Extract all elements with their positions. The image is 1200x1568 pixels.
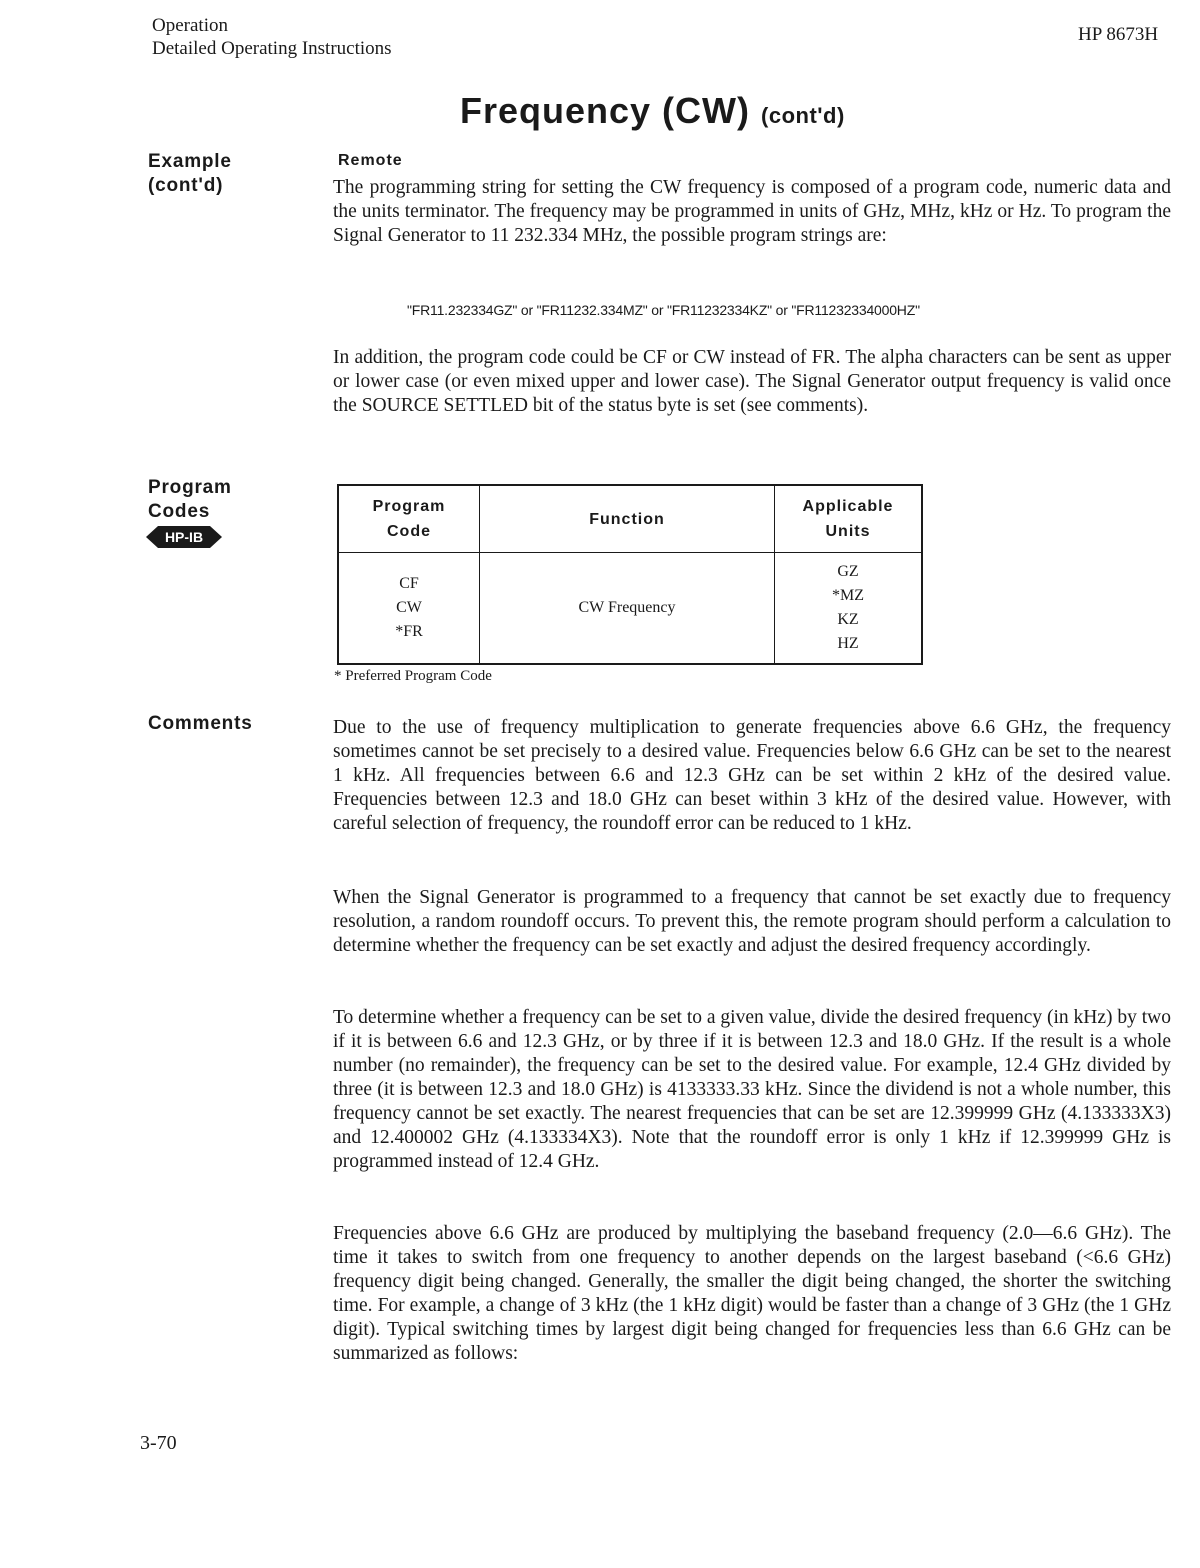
- unit-hz: HZ: [837, 635, 859, 652]
- code-cf: CF: [399, 575, 419, 592]
- comments-p2-text: When the Signal Generator is programmed to a frequency that cannot be set exactly due to frequency resolution, a random roundoff occurs. To prevent this, the remote program should perform a calculation to determine whether the frequency can be set exactly and adjust the desired frequency accordingly.: [333, 887, 1171, 956]
- program-codes-label-line1: Program: [148, 477, 232, 498]
- comments-label: Comments: [148, 713, 253, 734]
- example-addition: [333, 346, 1171, 418]
- program-codes-table: [337, 484, 923, 665]
- header-model: HP 8673H: [1078, 24, 1159, 45]
- header-subsection: Detailed Operating Instructions: [152, 38, 392, 59]
- hp-ib-badge: [146, 525, 222, 554]
- example-intro-text: The programming string for setting the CW frequency is composed of a program code, numeric data and the units terminator. The frequency may be programmed in units of GHz, MHz, kHz or Hz. To program the Signal Generator to 11 232.334 MHz, the possible program strings are:: [333, 177, 1171, 246]
- page-title-main: Frequency (CW): [460, 90, 751, 131]
- hp-ib-badge-text: HP-IB: [164, 529, 204, 545]
- header-applicable-units: [775, 485, 923, 553]
- program-strings: "FR11.232334GZ" or "FR11232.334MZ" or "FR11232334KZ" or "FR11232334000HZ": [407, 302, 920, 318]
- page-title-suffix: (cont'd): [761, 103, 845, 128]
- code-cw: CW: [396, 599, 422, 616]
- header-units-line1: Applicable: [802, 498, 894, 515]
- function-cell: CW Frequency: [480, 553, 775, 665]
- example-label-line2: (cont'd): [148, 175, 224, 196]
- comments-p1-text: Due to the use of frequency multiplication to generate frequencies above 6.6 GHz, the frequency sometimes cannot be set precisely to a desired value. Frequencies below 6.6 GHz can be set to the nearest 1 kHz. All frequencies between 6.6 and 12.3 GHz can be set within 2 kHz of the desired value. Frequencies between 12.3 and 18.0 GHz can beset within 3 kHz of the desired value. However, with careful selection of frequency, the roundoff error can be reduced to 1 kHz.: [333, 717, 1171, 834]
- remote-heading: Remote: [338, 152, 403, 169]
- header-function: Function: [480, 485, 775, 553]
- example-label-line1: Example: [148, 151, 232, 172]
- program-codes-label: [148, 476, 232, 524]
- comments-p1: [333, 716, 1171, 836]
- comments-p3: [333, 1006, 1171, 1174]
- running-header: [152, 14, 392, 60]
- hp-ib-badge-shape: [146, 525, 222, 549]
- page-title: [460, 90, 845, 132]
- unit-mz: *MZ: [832, 587, 864, 604]
- comments-p4-text: Frequencies above 6.6 GHz are produced by multiplying the baseband frequency (2.0—6.6 GHz). The time it takes to switch from one frequency to another depends on the largest baseband (<6.6 GHz) frequency digit being changed. Generally, the smaller the digit being changed, the shorter the switching time. For example, a change of 3 kHz (the 1 kHz digit) would be faster than a change of 3 GHz (the 1 GHz digit). Typical switching times by largest digit being changed for frequencies less than 6.6 GHz can be summarized as follows:: [333, 1223, 1171, 1364]
- header-program-code-line2: Code: [387, 523, 431, 540]
- header-units-line2: Units: [825, 523, 871, 540]
- codes-cell: [338, 553, 480, 665]
- table-header-row: [338, 485, 922, 553]
- program-codes-label-line2: Codes: [148, 501, 211, 522]
- header-program-code: [338, 485, 480, 553]
- example-addition-text: In addition, the program code could be CF or CW instead of FR. The alpha characters can be sent as upper or lower case (or even mixed upper and lower case). The Signal Generator output frequency is valid once the SOURCE SETTLED bit of the status byte is set (see comments).: [333, 347, 1171, 416]
- table-row: [338, 553, 922, 665]
- table-footnote: * Preferred Program Code: [334, 668, 492, 684]
- unit-gz: GZ: [837, 563, 859, 580]
- code-fr: *FR: [395, 623, 423, 640]
- unit-kz: KZ: [837, 611, 859, 628]
- header-program-code-line1: Program: [372, 498, 446, 515]
- comments-p2: [333, 886, 1171, 958]
- example-intro: [333, 176, 1171, 248]
- page-number: 3-70: [140, 1432, 177, 1454]
- header-section: Operation: [152, 15, 228, 36]
- comments-p3-text: To determine whether a frequency can be set to a given value, divide the desired frequency (in kHz) by two if it is between 6.6 and 12.3 GHz, or by three if it is between 12.3 and 18.0 GHz. If the result is a whole number (no remainder), the frequency can be set to the desired value. For example, 12.4 GHz divided by three (it is between 12.3 and 18.0 GHz) is 4133333.33 kHz. Since the dividend is not a whole number, this frequency cannot be set exactly. The nearest frequencies that can be set are 12.399999 GHz (4.133333X3) and 12.400002 GHz (4.133334X3). Note that the roundoff error is only 1 kHz if 12.399999 GHz is programmed instead of 12.4 GHz.: [333, 1007, 1171, 1172]
- units-cell: [775, 553, 923, 665]
- example-label: [148, 150, 232, 198]
- comments-p4: [333, 1222, 1171, 1366]
